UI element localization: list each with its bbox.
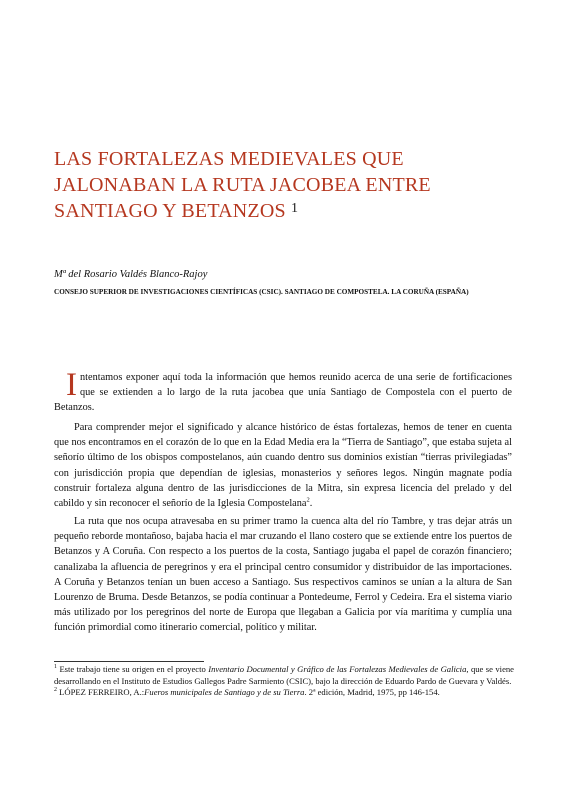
paragraph-1 <box>54 367 512 416</box>
title-line-3-text: SANTIAGO Y BETANZOS <box>54 200 286 222</box>
title-line-1: LAS FORTALEZAS MEDIEVALES QUE <box>54 148 404 170</box>
paragraph-3: La ruta que nos ocupa atravesaba en su primer tramo la cuenca alta del río Tambre, y tras dejar atrás un pequeño reborde montañoso, bajaba hacia el mar cruzando el llano costero que se extiende entre los puertos de Betanzos y A Coruña. Con respecto a los puertos de la costa, Santiago jugaba el papel de corazón financiero; canalizaba la afluencia de peregrinos y era el principal centro consumidor y distribuidor de las importaciones. A Coruña y Betanzos tenían un buen acceso a Santiago. Sus respectivos caminos se unían a la altura de San Lourenzo de Bruma. Desde Betanzos, se podía continuar a Pontedeume, Ferrol y Cedeira. Era el sistema viario más utilizado por los peregrinos del norte de Europa que llegaban a Galicia por vía marítima y cumplía una función primordial como itinerario comercial, político y militar. <box>54 516 512 634</box>
footnote-1 <box>54 664 514 687</box>
footnote-2-italic: Fueros municipales de Santiago y de su Tierra <box>144 687 305 697</box>
title-footnote-ref[interactable]: 1 <box>291 201 299 216</box>
footnotes <box>54 664 514 699</box>
footnote-1-number: 1 <box>54 664 57 671</box>
footnote-1-text-a: Este trabajo tiene su origen en el proyecto <box>59 664 209 674</box>
paragraph-2-end: . <box>309 498 313 510</box>
author-affiliation: CONSEJO SUPERIOR DE INVESTIGACIONES CIENTÍFICAS (CSIC). SANTIAGO DE COMPOSTELA. LA CORUÑA (ESPAÑA) <box>54 288 469 296</box>
footnote-2 <box>54 687 514 699</box>
footnote-2-text-b: . 2ª edición, Madrid, 1975, pp 146-154. <box>304 687 440 697</box>
footnote-2-number: 2 <box>54 687 57 694</box>
footnote-1-italic: Inventario Documental y Gráfico de las Fortalezas Medievales de Galicia <box>208 664 467 674</box>
paragraph-1-text: ntentamos exponer aquí toda la información que hemos reunido acerca de una serie de fortificaciones que se extienden a lo largo de la ruta jacobea que unía Santiago de Compostela con el puerto de Betanzos. <box>54 372 512 414</box>
title-line-3 <box>54 198 524 224</box>
footnote-divider <box>54 661 204 662</box>
footnote-ref-2[interactable]: 2 <box>306 496 310 504</box>
footnote-2-text-a: LÓPEZ FERREIRO, A.: <box>59 687 145 697</box>
author-name: Mª del Rosario Valdés Blanco-Rajoy <box>54 269 208 280</box>
paragraph-2-text: Para comprender mejor el significado y alcance histórico de éstas fortalezas, hemos de tener en cuenta que nos encontramos en el corazón de lo que en la Edad Media era la “Tierra de Santiago”, que estaba sujeta al señorío último de los obispos compostelanos, aún cuando dentro sus dominios existían “tierras privilegiadas” con jurisdicción propia que dependían de iglesias, monasterios y señores legos. Ningún magnate podía construir fortaleza alguna dentro de las jurisdicciones de la Mitra, sin expresa licencia del prelado y del cabildo y sin reconocer el señorío de la Iglesia Compostelana <box>54 422 512 510</box>
paragraph-2 <box>54 420 512 511</box>
footnote-1-text-b: , que se viene desarrollando en el Instituto de Estudios Gallegos Padre Sarmiento (CSIC), bajo la dirección de Eduardo Pardo de Guevara y Valdés. <box>54 664 514 686</box>
title-line-2: JALONABAN LA RUTA JACOBEA ENTRE <box>54 174 431 196</box>
paper-title <box>54 146 524 224</box>
drop-cap: I <box>66 367 77 403</box>
